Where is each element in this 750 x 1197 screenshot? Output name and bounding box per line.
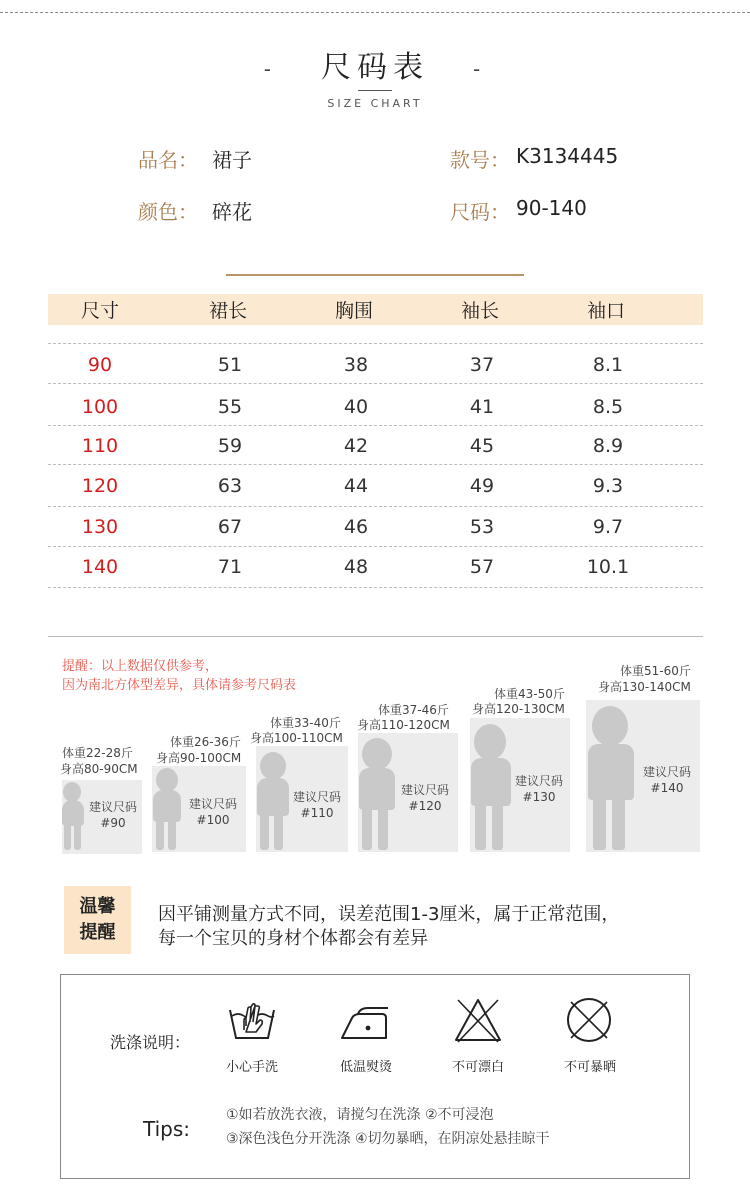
- kid-100-rec-size: #100: [196, 813, 230, 827]
- warm-reminder-badge-line2: 提醒: [79, 922, 116, 943]
- kid-120-body: [359, 768, 395, 810]
- row-divider: [48, 464, 703, 465]
- low-iron-caption: 低温熨烫: [339, 1060, 392, 1075]
- cell-chest: 38: [343, 354, 369, 376]
- kid-100-head: [156, 768, 178, 792]
- cell-size: 90: [87, 354, 113, 376]
- cell-size: 110: [81, 435, 119, 457]
- kid-140-rec-size: #140: [650, 781, 684, 795]
- kid-120-rec-size: #120: [408, 799, 442, 813]
- warm-reminder-text-line2: 每一个宝贝的身材个体都会有差异: [158, 928, 428, 949]
- row-divider: [48, 343, 703, 344]
- kid-140-body: [588, 744, 634, 800]
- kid-120-head: [362, 738, 392, 770]
- no-bleach-caption: 不可漂白: [451, 1060, 504, 1075]
- title-dash-left: -: [263, 56, 277, 81]
- section-separator: [48, 636, 703, 637]
- warm-reminder-badge-line1: 温馨: [79, 896, 116, 917]
- cell-skirt-length: 59: [217, 435, 243, 457]
- reference-note-line1: 提醒：以上数据仅供参考，: [62, 659, 219, 674]
- cell-size: 100: [81, 396, 119, 418]
- page-subtitle: SIZE CHART: [327, 97, 423, 110]
- kid-110-head: [260, 752, 286, 780]
- style-number-value: K3134445: [516, 144, 619, 168]
- care-label: 洗涤说明：: [110, 1033, 191, 1052]
- row-divider: [48, 546, 703, 547]
- kid-110-body: [257, 778, 289, 816]
- kid-140-head: [592, 706, 628, 746]
- tips-line1: ①如若放洗衣液，请搅匀在洗涤 ②不可浸泡: [226, 1107, 494, 1123]
- cell-size: 120: [81, 475, 119, 497]
- title-dash-right: -: [473, 56, 487, 81]
- kid-130-leg: [475, 804, 486, 850]
- kid-110-weight: 体重33-40斤: [270, 716, 341, 730]
- section-divider: [226, 274, 524, 276]
- kid-100-weight: 体重26-36斤: [170, 735, 241, 749]
- cell-chest: 44: [343, 475, 369, 497]
- no-sun-dry-icon: [563, 994, 615, 1046]
- cell-cuff: 9.7: [592, 516, 624, 538]
- product-name-label: 品名：: [138, 148, 198, 172]
- size-range-value: 90-140: [516, 196, 587, 220]
- cell-chest: 46: [343, 516, 369, 538]
- kid-100-body: [153, 790, 181, 822]
- kid-130-leg: [492, 804, 503, 850]
- tips-line2: ③深色浅色分开洗涤 ④切勿暴晒，在阴凉处悬挂晾干: [226, 1131, 550, 1147]
- kid-100-leg: [168, 820, 176, 850]
- title-text: 尺码表: [321, 50, 429, 85]
- cell-cuff: 9.3: [592, 475, 624, 497]
- kid-130-rec-size: #130: [522, 790, 556, 804]
- header-chest: 胸围: [334, 300, 373, 322]
- cell-cuff: 8.9: [592, 435, 624, 457]
- header-skirt-length: 裙长: [208, 300, 247, 322]
- title-underline: [358, 90, 392, 91]
- kid-100-leg: [156, 820, 164, 850]
- kid-110-height: 身高100-110CM: [250, 731, 343, 745]
- header-sleeve-length: 袖长: [460, 300, 499, 322]
- kid-90-leg: [74, 824, 81, 850]
- cell-skirt-length: 71: [217, 556, 243, 578]
- cell-sleeve-length: 41: [469, 396, 495, 418]
- cell-cuff: 8.1: [592, 354, 624, 376]
- kid-90-head: [63, 782, 81, 802]
- kid-100-height: 身高90-100CM: [156, 751, 242, 765]
- kid-140-leg: [593, 798, 606, 850]
- kid-110-leg: [260, 814, 269, 850]
- top-dashed-divider: [0, 12, 750, 13]
- cell-skirt-length: 63: [217, 475, 243, 497]
- kid-140-weight: 体重51-60斤: [620, 664, 691, 678]
- kid-130-body: [471, 758, 511, 806]
- kid-100-rec-label: 建议尺码: [188, 797, 237, 811]
- tips-label: Tips:: [143, 1117, 191, 1141]
- kid-130-height: 身高120-130CM: [472, 702, 565, 716]
- product-name-value: 裙子: [212, 148, 252, 172]
- row-divider: [48, 383, 703, 384]
- cell-skirt-length: 51: [217, 354, 243, 376]
- no-bleach-icon: [452, 996, 504, 1046]
- row-divider: [48, 506, 703, 507]
- hand-wash-caption: 小心手洗: [225, 1060, 278, 1075]
- low-iron-icon: [338, 1004, 394, 1042]
- cell-chest: 40: [343, 396, 369, 418]
- kid-130-head: [474, 724, 506, 760]
- style-number-label: 款号：: [450, 148, 510, 172]
- header-cuff: 袖口: [586, 300, 625, 322]
- color-label: 颜色：: [138, 200, 198, 224]
- warm-reminder-badge: [64, 886, 131, 954]
- kid-140-rec-label: 建议尺码: [642, 765, 691, 779]
- kid-120-rec-label: 建议尺码: [400, 783, 449, 797]
- row-divider: [48, 425, 703, 426]
- cell-size: 140: [81, 556, 119, 578]
- kid-110-rec-label: 建议尺码: [292, 790, 341, 804]
- kid-120-weight: 体重37-46斤: [378, 703, 449, 717]
- kid-120-leg: [378, 808, 388, 850]
- hand-wash-icon: [226, 1000, 278, 1042]
- cell-skirt-length: 67: [217, 516, 243, 538]
- kid-120-leg: [362, 808, 372, 850]
- kid-90-height: 身高80-90CM: [60, 762, 138, 776]
- header-size: 尺寸: [80, 300, 119, 322]
- kid-130-rec-label: 建议尺码: [514, 774, 563, 788]
- cell-chest: 48: [343, 556, 369, 578]
- cell-cuff: 8.5: [592, 396, 624, 418]
- kid-90-body: [62, 800, 84, 826]
- warm-reminder-text-line1: 因平铺测量方式不同，误差范围1-3厘米，属于正常范围，: [158, 904, 620, 925]
- color-value: 碎花: [212, 200, 252, 224]
- cell-sleeve-length: 37: [469, 354, 495, 376]
- kid-110-rec-size: #110: [300, 806, 334, 820]
- page-title: [0, 42, 750, 86]
- cell-skirt-length: 55: [217, 396, 243, 418]
- cell-chest: 42: [343, 435, 369, 457]
- kid-120-height: 身高110-120CM: [357, 718, 450, 732]
- no-sun-dry-caption: 不可暴晒: [563, 1060, 616, 1075]
- cell-cuff: 10.1: [586, 556, 630, 578]
- kid-90-leg: [64, 824, 71, 850]
- cell-sleeve-length: 49: [469, 475, 495, 497]
- size-range-label: 尺码：: [450, 200, 510, 224]
- kid-130-weight: 体重43-50斤: [494, 687, 565, 701]
- cell-sleeve-length: 45: [469, 435, 495, 457]
- reference-note-line2: 因为南北方体型差异，具体请参考尺码表: [62, 678, 297, 693]
- kid-90-rec-label: 建议尺码: [88, 800, 137, 814]
- kid-90-weight: 体重22-28斤: [62, 746, 133, 760]
- kid-110-leg: [274, 814, 283, 850]
- kid-90-rec-size: #90: [100, 816, 126, 830]
- kid-140-leg: [612, 798, 625, 850]
- cell-size: 130: [81, 516, 119, 538]
- cell-sleeve-length: 57: [469, 556, 495, 578]
- row-divider: [48, 587, 703, 588]
- cell-sleeve-length: 53: [469, 516, 495, 538]
- kid-140-height: 身高130-140CM: [598, 680, 691, 694]
